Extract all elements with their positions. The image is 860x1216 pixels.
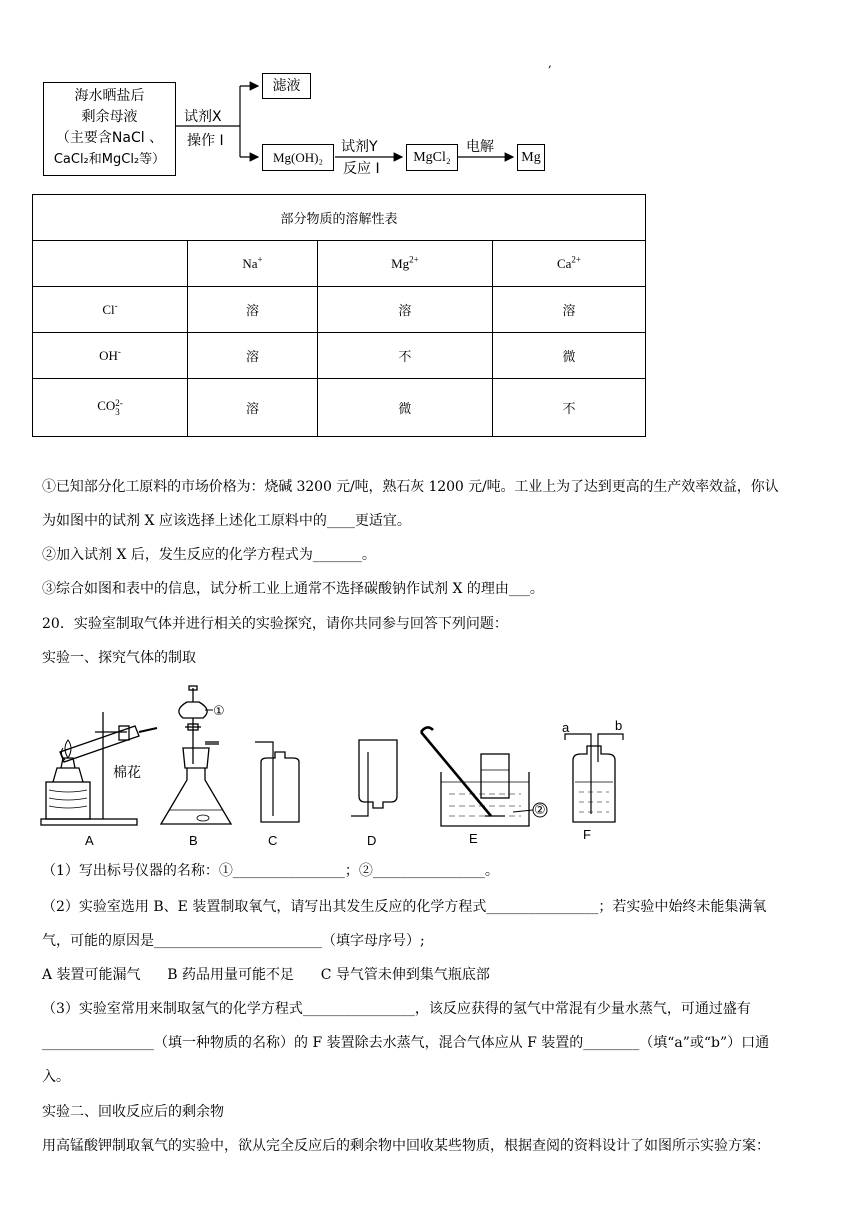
- flow-source-line: 剩余母液: [81, 109, 138, 125]
- table-cell: 溶: [492, 287, 645, 333]
- solubility-table: [32, 194, 646, 437]
- flow-mgcl2-box: MgCl₂: [406, 144, 458, 171]
- table-cell: 溶: [188, 379, 318, 437]
- table-cell: 不: [492, 379, 645, 437]
- flow-reaction-label: 反应 I: [343, 161, 380, 177]
- experiment-1-heading: 实验一、探究气体的制取: [42, 650, 196, 666]
- apparatus-e: [421, 727, 547, 826]
- part-3-line-3: 入。: [42, 1069, 70, 1085]
- apparatus-label-a: A: [85, 833, 94, 848]
- table-col-header: $Mg^{2+}$: [317, 241, 492, 287]
- part-3-line-1: （3）实验室常用来制取氢气的化学方程式________________，该反应获得的氢气中常混有少量水蒸气，可通过盛有: [42, 1001, 751, 1017]
- flow-source-line: CaCl₂和MgCl₂等）: [53, 152, 166, 167]
- apparatus-port-b: b: [615, 718, 623, 733]
- table-cell: 微: [492, 333, 645, 379]
- apparatus-c: [255, 742, 299, 822]
- part-1: （1）写出标号仪器的名称：①________________；②________________。: [42, 863, 499, 879]
- table-cell: 溶: [188, 287, 318, 333]
- flow-reagent-y-label: 试剂Y: [341, 139, 378, 155]
- table-col-header: $Ca^{2+}$: [492, 241, 645, 287]
- apparatus-cotton-label: 棉花: [113, 764, 141, 780]
- apparatus-mark-2: ②: [534, 802, 546, 817]
- apparatus-d: [351, 740, 397, 816]
- flow-source-line: 海水晒盐后: [74, 88, 145, 104]
- table-cell: 微: [317, 379, 492, 437]
- table-cell: 溶: [317, 287, 492, 333]
- table-row-header: CO 2- 3: [33, 379, 188, 437]
- apparatus-mark-1: ①: [213, 703, 225, 718]
- question-20-title: 20．实验室制取气体并进行相关的实验探究，请你共同参与回答下列问题：: [42, 616, 508, 632]
- table-row-header: Cl-: [33, 287, 188, 333]
- table-corner: [33, 241, 188, 287]
- question-1-line-1: ①已知部分化工原料的市场价格为：烧碱 3200 元/吨，熟石灰 1200 元/吨。工业上为了达到更高的生产效率效益，你认: [42, 479, 779, 495]
- flow-filtrate-box: 滤液: [262, 73, 311, 99]
- part-3-line-2: ________________（填一种物质的名称）的 F 装置除去水蒸气，混合气体应从 F 装置的________（填“a”或“b”）口通: [42, 1035, 770, 1051]
- flow-source-line: （主要含NaCl 、: [55, 130, 164, 146]
- table-row: [33, 287, 646, 333]
- question-3: ③综合如图和表中的信息，试分析工业上通常不选择碳酸钠作试剂 X 的理由___。: [42, 581, 544, 597]
- flow-mg-box: Mg: [517, 144, 545, 171]
- table-cell: 不: [317, 333, 492, 379]
- top-mark: ,: [548, 56, 552, 70]
- apparatus-label-d: D: [367, 833, 377, 848]
- table-col-header: Na+: [188, 241, 318, 287]
- apparatus-f: [565, 734, 623, 822]
- table-row-header: OH-: [33, 333, 188, 379]
- table-caption: 部分物质的溶解性表: [33, 195, 646, 241]
- experiment-2-heading: 实验二、回收反应后的剩余物: [42, 1104, 224, 1120]
- flow-reagent-x-label: 试剂X: [184, 109, 222, 125]
- experiment-2-text: 用高锰酸钾制取氧气的实验中，欲从完全反应后的剩余物中回收某些物质，根据查阅的资料设计了如图所示实验方案：: [42, 1138, 770, 1154]
- apparatus-label-c: C: [268, 833, 278, 848]
- apparatus-port-a: a: [562, 720, 570, 735]
- table-row: [33, 379, 646, 437]
- table-header-row: [33, 241, 646, 287]
- question-2: ②加入试剂 X 后，发生反应的化学方程式为_______。: [42, 547, 376, 563]
- part-2-line-1: （2）实验室选用 B、E 装置制取氧气，请写出其发生反应的化学方程式________________；若实验中始终未能集满氧: [42, 899, 767, 915]
- question-1-line-2: 为如图中的试剂 X 应该选择上述化工原料中的____更适宜。: [42, 513, 411, 529]
- table-cell: 溶: [188, 333, 318, 379]
- apparatus-label-e: E: [469, 831, 478, 846]
- flow-electrolysis-label: 电解: [466, 139, 494, 155]
- flow-mgoh2-box: Mg(OH)₂: [262, 144, 334, 171]
- apparatus-label-f: F: [583, 827, 591, 842]
- table-row: [33, 333, 646, 379]
- apparatus-label-b: B: [189, 833, 198, 848]
- part-2-line-2: 气，可能的原因是________________________（填字母序号）;: [42, 933, 425, 949]
- part-2-options: A 装置可能漏气 B 药品用量可能不足 C 导气管未伸到集气瓶底部: [42, 967, 490, 983]
- flow-operation-label: 操作 I: [187, 133, 224, 149]
